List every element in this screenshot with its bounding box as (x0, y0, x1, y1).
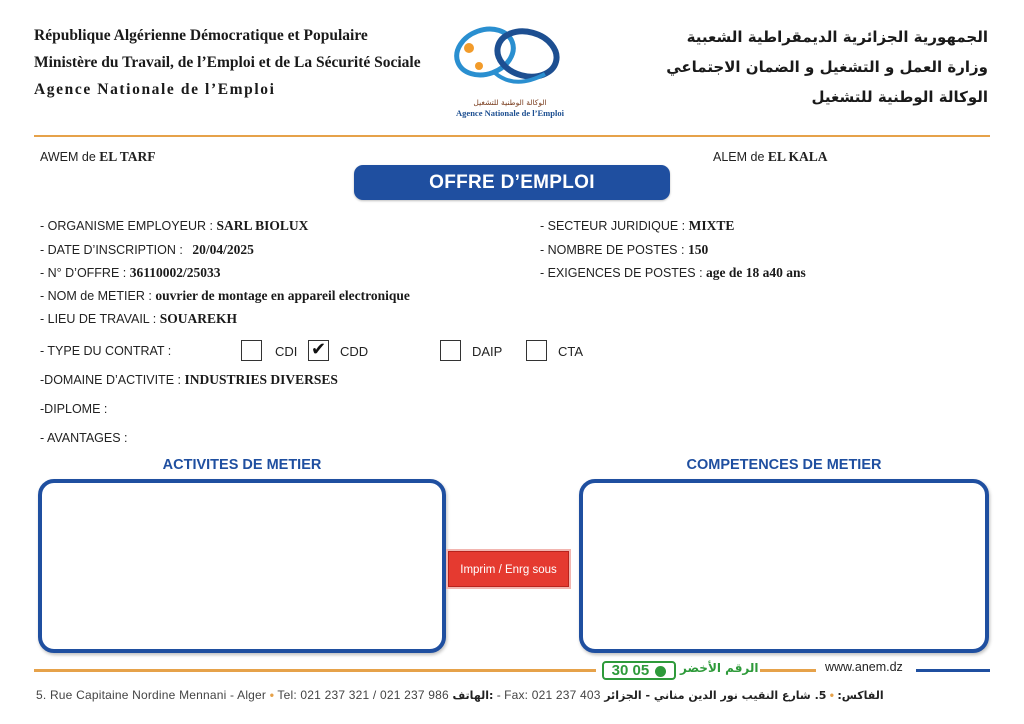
awem-label: AWEM de (40, 150, 96, 164)
competences-text-area[interactable] (579, 479, 989, 653)
checkbox-daip[interactable] (440, 340, 461, 361)
header-arabic-ministry: وزارة العمل و التشغيل و الضمان الاجتماعي (666, 58, 988, 76)
address-arabic: 5. شارع النقيب نور الدين مناني - الجزائر (604, 689, 827, 702)
header-agency: Agence Nationale de l’Emploi (34, 81, 276, 98)
checkbox-daip-label: DAIP (472, 344, 503, 359)
field-organisme (40, 218, 308, 234)
field-lieu-value: SOUAREKH (159, 311, 237, 326)
activites-text-area[interactable] (38, 479, 446, 653)
awem-value: EL TARF (99, 149, 156, 164)
fax-arabic: الفاكس: (837, 689, 884, 702)
footer-address (36, 688, 884, 702)
print-save-button[interactable]: Imprim / Enrg sous (448, 551, 569, 587)
footer-divider-blue (916, 669, 990, 672)
check-icon: ✔ (310, 339, 327, 360)
fax: - Fax: 021 237 403 (496, 688, 601, 702)
field-date (40, 242, 254, 258)
header-divider (34, 135, 990, 137)
field-exigences-label: - EXIGENCES DE POSTES : (540, 266, 703, 280)
anem-logo-icon (445, 18, 575, 96)
field-secteur (540, 218, 734, 234)
field-date-value: 20/04/2025 (192, 242, 254, 257)
separator-dot: • (269, 688, 275, 702)
field-diplome-label: -DIPLOME : (40, 402, 108, 416)
field-lieu-label: - LIEU DE TRAVAIL : (40, 312, 157, 326)
header-french (34, 22, 421, 103)
header-republic: République Algérienne Démocratique et Populaire (34, 27, 368, 44)
field-avantages-label: - AVANTAGES : (40, 431, 128, 445)
green-number: 30 05 (611, 662, 650, 679)
field-organisme-label: - ORGANISME EMPLOYEUR : (40, 219, 213, 233)
section-competences-title: COMPETENCES DE METIER (686, 457, 882, 473)
telephone-arabic: الهاتف: (452, 689, 494, 702)
checkbox-cdd-label: CDD (340, 344, 369, 359)
field-metier (40, 288, 410, 304)
field-lieu (40, 311, 237, 327)
checkbox-cdd[interactable] (308, 340, 329, 361)
alem-value: EL KALA (767, 149, 828, 164)
field-offre-label: - N° D’OFFRE : (40, 266, 127, 280)
field-offre (40, 265, 221, 281)
logo-french-text: Agence Nationale de l’Emploi (456, 108, 564, 118)
field-exigences-value: age de 18 a40 ans (706, 265, 806, 280)
telephone: Tel: 021 237 321 / 021 237 986 (277, 688, 449, 702)
green-number-label: الرقم الأخضر (680, 661, 759, 675)
checkbox-cdi-label: CDI (275, 344, 298, 359)
field-offre-value: 36110002/25033 (129, 265, 221, 280)
field-organisme-value: SARL BIOLUX (216, 218, 309, 233)
logo-arabic-text: الوكالة الوطنية للتشغيل (473, 98, 547, 107)
checkbox-cta[interactable] (526, 340, 547, 361)
field-domaine-label: -DOMAINE D’ACTIVITE : (40, 373, 181, 387)
field-domaine (40, 372, 338, 388)
alem-label: ALEM de (713, 150, 765, 164)
field-postes-label: - NOMBRE DE POSTES : (540, 243, 685, 257)
footer-divider-orange-short (760, 669, 816, 672)
header-ministry: Ministère du Travail, de l’Emploi et de La Sécurité Sociale (34, 54, 421, 71)
contract-type-label: - TYPE DU CONTRAT : (40, 344, 172, 358)
field-secteur-label: - SECTEUR JURIDIQUE : (540, 219, 686, 233)
field-postes-value: 150 (687, 242, 709, 257)
header-arabic-republic: الجمهورية الجزائرية الديمقراطية الشعبية (686, 28, 988, 46)
address-french: 5. Rue Capitaine Nordine Mennani - Alger (36, 688, 267, 702)
checkbox-cdi[interactable] (241, 340, 262, 361)
header-arabic (666, 22, 988, 112)
field-secteur-value: MIXTE (688, 218, 735, 233)
field-metier-label: - NOM de METIER : (40, 289, 152, 303)
checkbox-cta-label: CTA (558, 344, 584, 359)
field-exigences (540, 265, 806, 281)
field-metier-value: ouvrier de montage en appareil electronique (155, 288, 410, 303)
field-postes (540, 242, 708, 258)
field-date-label: - DATE D’INSCRIPTION : (40, 243, 183, 257)
section-activites-title: ACTIVITES DE METIER (162, 457, 322, 473)
website-link[interactable]: www.anem.dz (825, 660, 903, 674)
phone-icon (655, 666, 666, 677)
anem-logo (440, 18, 580, 133)
separator-dot-2: • (829, 688, 834, 702)
footer-divider-orange (34, 669, 596, 672)
page-title: OFFRE D’EMPLOI (354, 165, 670, 200)
awem-line (40, 149, 155, 165)
green-number-badge (602, 661, 676, 680)
header-arabic-agency: الوكالة الوطنية للتشغيل (811, 88, 988, 106)
field-domaine-value: INDUSTRIES DIVERSES (184, 372, 338, 387)
alem-line (713, 149, 828, 165)
